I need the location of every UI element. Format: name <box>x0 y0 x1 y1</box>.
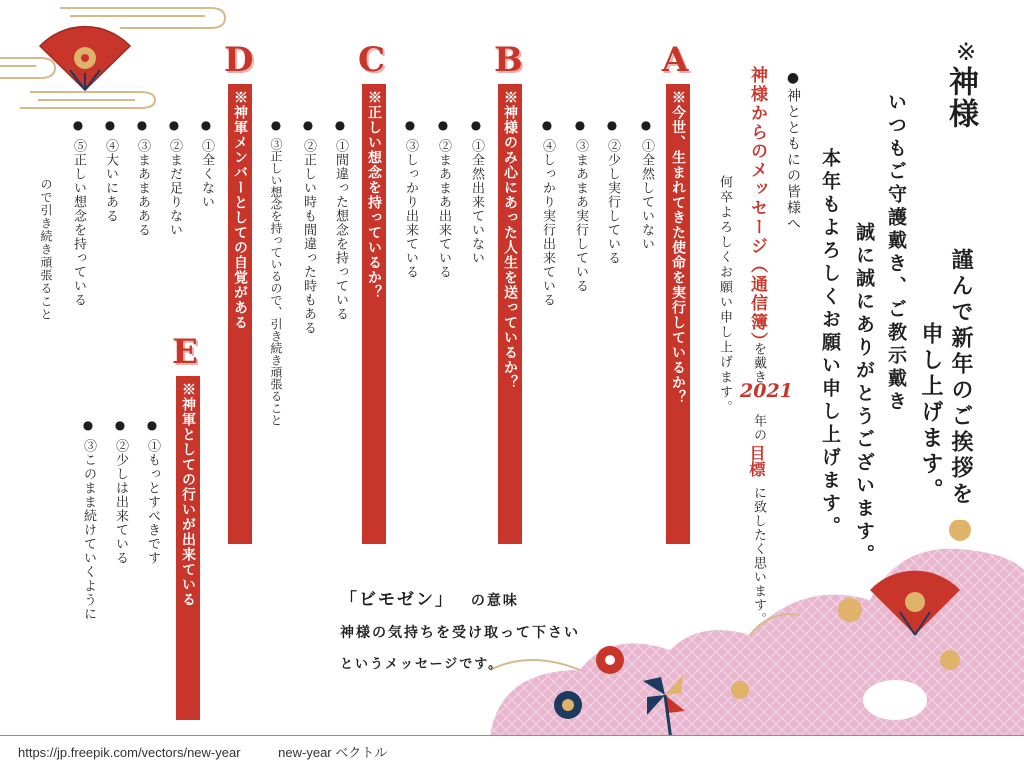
section-a-item-4 <box>541 118 554 307</box>
meaning-line-1 <box>340 585 519 610</box>
section-e-item-1-text: ①もっとすべきです <box>145 439 160 565</box>
bullet-icon: ● <box>540 118 554 133</box>
folding-fan-top-left <box>30 18 140 98</box>
year-suffix: 年の <box>751 414 766 442</box>
section-d-item-5-text: ⑤正しい想念を持っている <box>71 139 86 307</box>
goal-red: 目標 <box>747 445 766 477</box>
section-d-item-2 <box>168 118 181 237</box>
bullet-icon: ● <box>403 118 417 133</box>
section-c-letter: C <box>358 40 386 80</box>
section-e-item-2 <box>114 418 127 565</box>
section-b-letter: B <box>494 40 523 80</box>
section-a-item-2 <box>606 118 619 265</box>
section-a-item-2-text: ②少し実行している <box>605 139 620 265</box>
section-a-item-3-text: ③まあまあ実行している <box>573 139 588 293</box>
section-e-item-3 <box>82 418 95 621</box>
message-red: 神様からのメッセージ（通信簿） <box>747 66 767 351</box>
section-d-item-4-text: ④大いにある <box>103 139 118 223</box>
section-a-letter: A <box>662 40 689 80</box>
section-c-question: ※正しい想念を持っているか？ <box>362 84 386 544</box>
section-e-item-1 <box>146 418 159 565</box>
section-e-item-2-text: ②少しは出来ている <box>113 439 128 565</box>
section-b-item-3 <box>404 118 417 279</box>
section-d-item-3-text: ③まあまあある <box>135 139 150 237</box>
section-b-item-3-text: ③しっかり出来ている <box>403 139 418 279</box>
section-c-item-2 <box>302 118 315 335</box>
bullet-icon: ● <box>639 118 653 133</box>
section-a-item-3 <box>574 118 587 293</box>
section-c-item-1 <box>334 118 347 321</box>
section-d-item-1-text: ①全くない <box>199 139 214 209</box>
credit-label: new-year ベクトル <box>278 745 388 760</box>
greeting-line-5: 本年もよろしくお願い申し上げます。 <box>819 148 841 539</box>
members-line: ●神とともにの皆様へ <box>785 70 801 232</box>
meaning-line-3: というメッセージです。 <box>340 657 504 672</box>
section-d-item-5 <box>72 118 85 307</box>
bullet-icon: ● <box>199 118 213 133</box>
section-d-item-5-cont: ので引き続き頑張ること <box>39 178 53 321</box>
section-d-item-4 <box>104 118 117 223</box>
year: 2021 <box>740 380 793 402</box>
credit-url[interactable]: https://jp.freepik.com/vectors/new-year <box>18 745 241 760</box>
section-b-item-1-text: ①全然出来ていない <box>469 139 484 265</box>
section-d-item-3 <box>136 118 149 237</box>
greeting-line-4: 誠に誠にありがとうございます。 <box>853 222 875 567</box>
greeting-title: 神様 <box>943 66 978 130</box>
bullet-icon: ● <box>269 118 283 132</box>
section-e-letter: E <box>172 332 198 372</box>
section-b-item-2 <box>437 118 450 279</box>
greeting-line-1: 謹んで新年のご挨拶を <box>948 248 974 508</box>
section-d-letter: D <box>224 40 254 80</box>
section-b-item-2-text: ②まあまあ出来ている <box>436 139 451 279</box>
bullet-icon: ● <box>103 118 117 133</box>
greeting-line-3: いつもご守護戴き、ご教示戴き <box>885 92 907 414</box>
bullet-icon: ● <box>301 118 315 133</box>
bullet-icon: ● <box>469 118 483 133</box>
bullet-icon: ● <box>135 118 149 133</box>
section-e-question: ※神軍としての行いが出来ている <box>176 376 200 720</box>
message-mid: を戴き <box>751 342 766 384</box>
bullet-icon: ● <box>71 118 85 133</box>
bullet-icon: ● <box>436 118 450 133</box>
section-d-item-1 <box>200 118 213 209</box>
section-d-item-2-text: ②まだ足りない <box>167 139 182 237</box>
footer-divider <box>0 735 1024 736</box>
greeting-line-2: 申し上げます。 <box>918 322 944 504</box>
bullet-icon: ● <box>167 118 181 133</box>
meaning-quote: 「ビモゼン」 <box>340 590 454 610</box>
bullet-icon: ● <box>81 418 95 433</box>
bullet-icon: ● <box>113 418 127 433</box>
section-a-item-4-text: ④しっかり実行出来ている <box>540 139 555 307</box>
section-a-item-1-text: ①全然していない <box>639 139 654 251</box>
section-b-item-1 <box>470 118 483 265</box>
section-c-item-3-text: ③正しい想念を持っているので、引き続き頑張ること <box>269 138 283 426</box>
title-asterisk: ※ <box>956 38 977 66</box>
closing-line: 何卒よろしくお願い申し上げます。 <box>717 175 732 415</box>
goal-suffix: に致したく思います。 <box>751 486 766 626</box>
meaning-suffix: の意味 <box>470 593 519 609</box>
section-d-question: ※神軍メンバーとしての自覚がある <box>228 84 252 544</box>
image-credit <box>18 742 421 761</box>
bullet-icon: ● <box>145 418 159 433</box>
section-c-item-3 <box>270 118 282 426</box>
section-a-question: ※今世、生まれてきた使命を実行しているか？ <box>666 84 690 544</box>
bullet-icon: ● <box>605 118 619 133</box>
section-e-item-3-text: ③このまま続けていくように <box>81 439 96 621</box>
meaning-line-2: 神様の気持ちを受け取って下さい <box>340 625 580 641</box>
section-c-item-2-text: ②正しい時も間違った時もある <box>301 139 316 335</box>
section-b-question: ※神様のみ心にあった人生を送っているか？ <box>498 84 522 544</box>
bullet-icon: ● <box>573 118 587 133</box>
bullet-icon: ● <box>333 118 347 133</box>
section-a-item-1 <box>640 118 653 251</box>
section-c-item-1-text: ①間違った想念を持っている <box>333 139 348 321</box>
